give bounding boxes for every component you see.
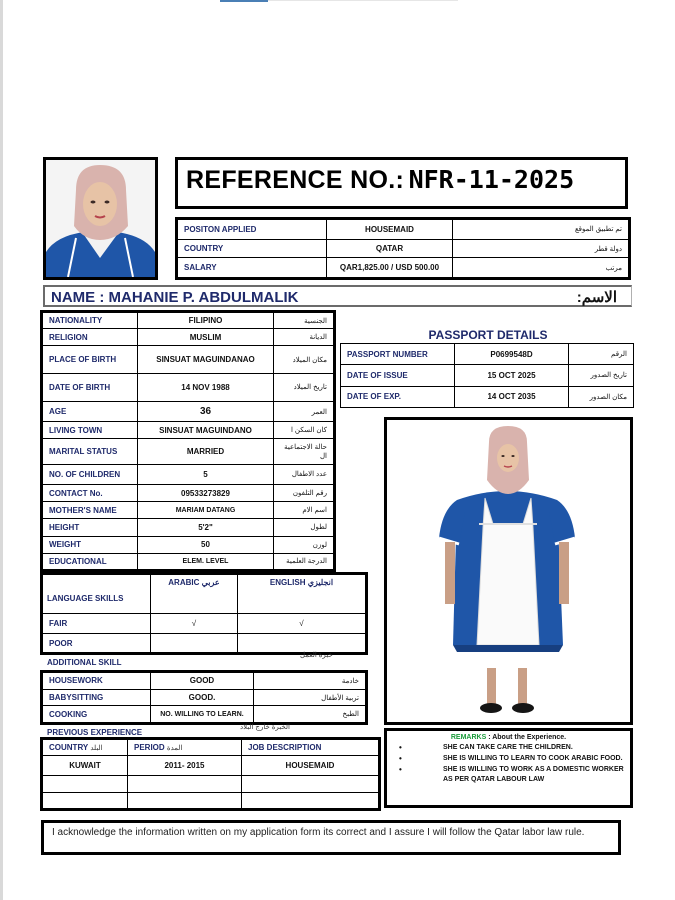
country-label: COUNTRY xyxy=(177,239,327,258)
applicant-name: NAME : MAHANIE P. ABDULMALIK xyxy=(51,289,299,306)
position-ar: تم تطبيق الموقع xyxy=(453,219,630,240)
row-label: HEIGHT xyxy=(42,519,138,536)
table-row xyxy=(42,312,335,329)
acknowledgement-box xyxy=(41,820,621,855)
row-value: NO. WILLING TO LEARN. xyxy=(151,706,254,724)
row-value: ELEM. LEVEL xyxy=(138,553,274,570)
list-item xyxy=(391,754,626,764)
exp-job xyxy=(242,775,380,792)
table-row xyxy=(42,614,367,634)
row-label: HOUSEWORK xyxy=(42,672,151,690)
fair-label: FAIR xyxy=(42,614,151,634)
row-label: COOKING xyxy=(42,706,151,724)
exp-period xyxy=(128,792,242,809)
remarks-heading xyxy=(391,734,626,741)
row-ar: كان السكن ا xyxy=(274,422,335,439)
reference-box xyxy=(175,157,628,209)
table-row xyxy=(42,756,380,775)
reference-label: REFERENCE NO.: xyxy=(186,166,405,194)
exp-job: HOUSEMAID xyxy=(242,756,380,775)
fair-english-check: √ xyxy=(238,614,367,634)
name-bar xyxy=(43,285,632,307)
exp-period: 2011- 2015 xyxy=(128,756,242,775)
remarks-title: REMARKS xyxy=(450,734,487,741)
table-row xyxy=(42,536,335,553)
table-row xyxy=(341,365,634,386)
row-value: SINSUAT MAGUINDANAO xyxy=(138,346,274,373)
row-label: EDUCATIONAL xyxy=(42,553,138,570)
table-row xyxy=(42,792,380,809)
row-label: DATE OF BIRTH xyxy=(42,373,138,401)
table-row xyxy=(42,439,335,464)
acknowledgement-text: I acknowledge the information written on my application form its correct and I assure I will follow the Qatar labor law rule. xyxy=(52,827,585,838)
row-ar: خادمة xyxy=(254,672,367,690)
row-ar: تاريخ الميلاد xyxy=(274,373,335,401)
table-row xyxy=(42,553,335,570)
row-label: MARITAL STATUS xyxy=(42,439,138,464)
row-value: P0699548D xyxy=(455,344,569,365)
row-label: LIVING TOWN xyxy=(42,422,138,439)
personal-details-table xyxy=(40,310,336,572)
table-row xyxy=(42,689,367,705)
experience-table xyxy=(40,737,381,811)
row-value: MARRIED xyxy=(138,439,274,464)
remarks-list xyxy=(391,743,626,785)
row-label: RELIGION xyxy=(42,329,138,346)
additional-skill-title: ADDITIONAL SKILL xyxy=(47,658,122,667)
remark-text: SHE CAN TAKE CARE THE CHILDREN. xyxy=(443,744,573,751)
exp-country xyxy=(42,792,128,809)
exp-country xyxy=(42,775,128,792)
table-row xyxy=(42,346,335,373)
table-row xyxy=(42,484,335,501)
headshot-photo xyxy=(43,157,158,280)
row-ar: عدد الاطفال xyxy=(274,464,335,484)
passport-title: PASSPORT DETAILS xyxy=(428,328,548,342)
remarks-subtitle: : About the Experience. xyxy=(488,734,567,741)
table-row xyxy=(42,502,335,519)
exp-period xyxy=(128,775,242,792)
row-label: DATE OF EXP. xyxy=(341,386,455,407)
country-value: QATAR xyxy=(327,239,453,258)
arabic-header: ARABIC عربي xyxy=(151,574,238,614)
page-edge-line xyxy=(0,0,3,900)
row-ar: الديانة xyxy=(274,329,335,346)
top-accent-mark xyxy=(220,0,268,2)
table-row xyxy=(341,386,634,407)
row-ar: اسم الام xyxy=(274,502,335,519)
row-value: MARIAM DATANG xyxy=(138,502,274,519)
exp-country-header xyxy=(42,739,128,756)
english-header: ENGLISH انجليزي xyxy=(238,574,367,614)
row-value: 50 xyxy=(138,536,274,553)
headshot-image xyxy=(46,160,155,277)
remark-text: SHE IS WILLING TO WORK AS A DOMESTIC WORKER AS PER QATAR LABOUR LAW xyxy=(443,766,624,783)
row-value: FILIPINO xyxy=(138,312,274,329)
table-row xyxy=(42,329,335,346)
exp-job xyxy=(242,792,380,809)
row-ar: مكان الصدور xyxy=(569,386,634,407)
table-row xyxy=(42,464,335,484)
row-value: 5'2" xyxy=(138,519,274,536)
additional-skill-table xyxy=(40,670,368,725)
row-ar: العمر xyxy=(274,402,335,422)
salary-value: QAR1,825.00 / USD 500.00 xyxy=(327,258,453,279)
row-label: NO. OF CHILDREN xyxy=(42,464,138,484)
row-value: GOOD. xyxy=(151,689,254,705)
row-value: SINSUAT MAGUINDANO xyxy=(138,422,274,439)
row-value: MUSLIM xyxy=(138,329,274,346)
table-row xyxy=(42,706,367,724)
full-body-photo xyxy=(384,417,633,725)
table-row xyxy=(42,739,380,756)
passport-table xyxy=(340,343,634,408)
row-ar: لوزن xyxy=(274,536,335,553)
row-label: MOTHER'S NAME xyxy=(42,502,138,519)
remark-text: SHE IS WILLING TO LEARN TO COOK ARABIC FOOD. xyxy=(443,755,623,762)
country-header-ar: البلد xyxy=(90,745,103,753)
table-row xyxy=(177,258,630,279)
previous-experience-ar: الخبرة خارج البلاد xyxy=(240,724,290,731)
salary-label: SALARY xyxy=(177,258,327,279)
row-label: WEIGHT xyxy=(42,536,138,553)
poor-label: POOR xyxy=(42,634,151,654)
position-label: POSITON APPLIED xyxy=(177,219,327,240)
row-ar: حالة الاجتماعية ال xyxy=(274,439,335,464)
exp-period-header xyxy=(128,739,242,756)
row-label: BABYSITTING xyxy=(42,689,151,705)
row-ar: الرقم xyxy=(569,344,634,365)
row-value: 09533273829 xyxy=(138,484,274,501)
row-value: 15 OCT 2025 xyxy=(455,365,569,386)
period-header-text: PERIOD xyxy=(134,743,165,753)
table-row xyxy=(42,672,367,690)
row-label: AGE xyxy=(42,402,138,422)
table-row xyxy=(42,422,335,439)
list-item xyxy=(391,765,626,785)
period-header-ar: المدة xyxy=(166,745,183,753)
row-ar: لطول xyxy=(274,519,335,536)
row-value: 14 OCT 2035 xyxy=(455,386,569,407)
row-ar: تاريخ الصدور xyxy=(569,365,634,386)
row-ar: مكان الميلاد xyxy=(274,346,335,373)
additional-skill-ar: خبرة العمل xyxy=(300,652,333,659)
language-title: LANGUAGE SKILLS xyxy=(42,574,151,614)
language-skills-table xyxy=(40,572,368,655)
reference-number: NFR-11-2025 xyxy=(408,165,575,194)
full-body-image xyxy=(387,420,630,722)
table-row xyxy=(42,574,367,614)
position-table xyxy=(175,217,631,280)
row-value: 36 xyxy=(138,402,274,422)
country-ar: دولة قطر xyxy=(453,239,630,258)
table-row xyxy=(42,519,335,536)
row-ar: الطبخ xyxy=(254,706,367,724)
row-label: PASSPORT NUMBER xyxy=(341,344,455,365)
row-ar: تربية الأطفال xyxy=(254,689,367,705)
list-item xyxy=(391,743,626,753)
exp-job-header: JOB DESCRIPTION xyxy=(242,739,380,756)
bullet: • xyxy=(399,765,402,774)
row-ar: الجنسية xyxy=(274,312,335,329)
table-row xyxy=(341,344,634,365)
fair-arabic-check: √ xyxy=(151,614,238,634)
table-row xyxy=(177,239,630,258)
table-row xyxy=(42,373,335,401)
top-faint-line xyxy=(268,0,458,1)
row-label: DATE OF ISSUE xyxy=(341,365,455,386)
name-ar-label: :الاسم xyxy=(576,289,617,306)
bullet: • xyxy=(399,754,402,763)
row-label: NATIONALITY xyxy=(42,312,138,329)
position-value: HOUSEMAID xyxy=(327,219,453,240)
previous-experience-title: PREVIOUS EXPERIENCE xyxy=(47,728,143,737)
country-header-text: COUNTRY xyxy=(49,743,89,753)
exp-country: KUWAIT xyxy=(42,756,128,775)
row-ar: الدرجة العلمية xyxy=(274,553,335,570)
row-label: PLACE OF BIRTH xyxy=(42,346,138,373)
row-value: GOOD xyxy=(151,672,254,690)
bullet: • xyxy=(399,743,402,752)
row-label: CONTACT No. xyxy=(42,484,138,501)
table-row xyxy=(177,219,630,240)
salary-ar: مرتب xyxy=(453,258,630,279)
table-row xyxy=(42,775,380,792)
poor-arabic-check xyxy=(151,634,238,654)
row-value: 5 xyxy=(138,464,274,484)
row-ar: رقم التلفون xyxy=(274,484,335,501)
table-row xyxy=(42,402,335,422)
row-value: 14 NOV 1988 xyxy=(138,373,274,401)
remarks-box xyxy=(384,728,633,808)
